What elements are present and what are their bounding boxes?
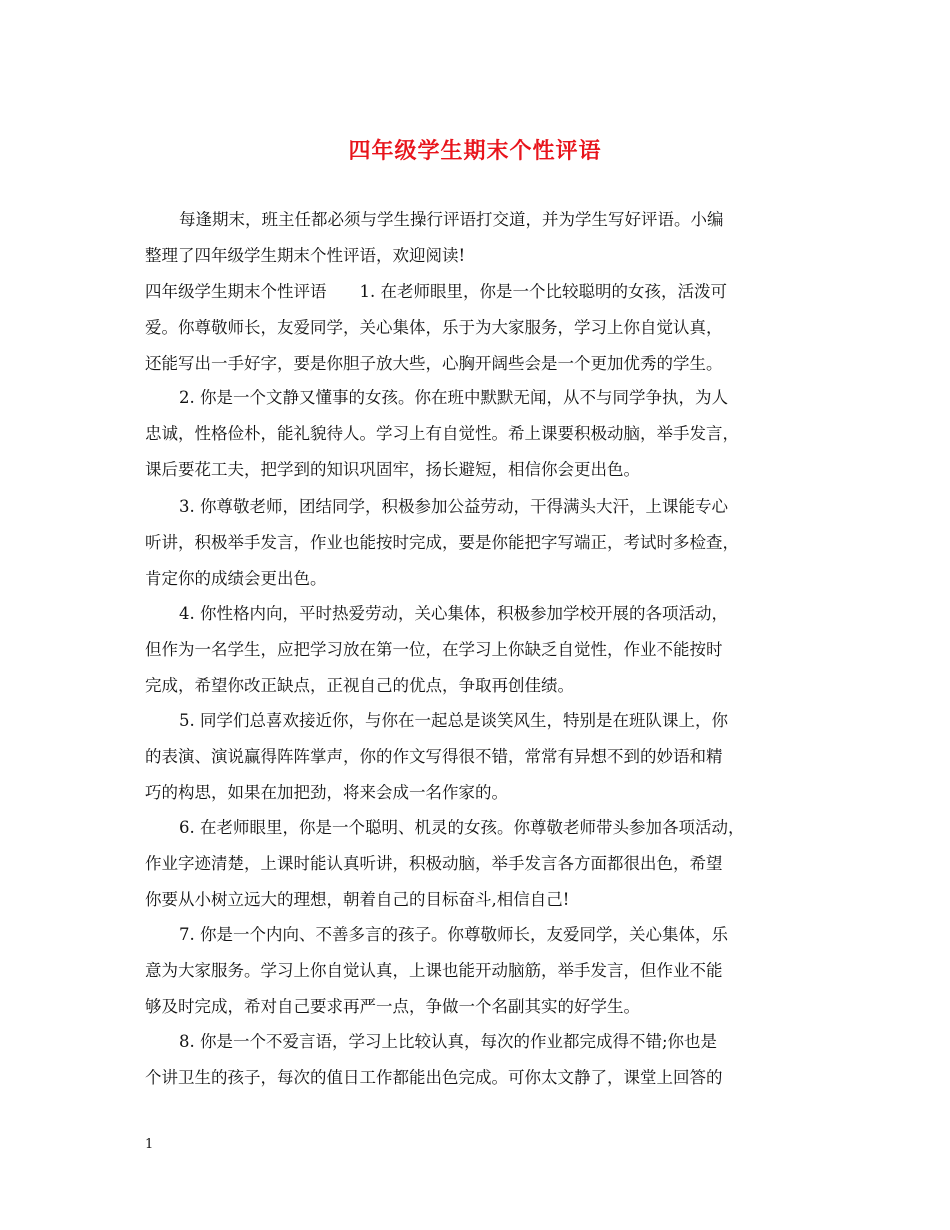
- body-line: 作业字迹清楚，上课时能认真听讲，积极动脑，举手发言各方面都很出色，希望: [145, 854, 723, 873]
- body-line: 4. 你性格内向，平时热爱劳动，关心集体，积极参加学校开展的各项活动，: [179, 604, 728, 623]
- body-line: 肯定你的成绩会更出色。: [145, 569, 327, 588]
- body-line: 3. 你尊敬老师，团结同学，积极参加公益劳动，干得满头大汗，上课能专心: [179, 497, 728, 516]
- body-line: 7. 你是一个内向、不善多言的孩子。你尊敬师长，友爱同学，关心集体，乐: [179, 925, 728, 944]
- body-line: 整理了四年级学生期末个性评语，欢迎阅读!: [145, 246, 466, 265]
- body-line: 但作为一名学生，应把学习放在第一位，在学习上你缺乏自觉性，作业不能按时: [145, 640, 723, 659]
- body-line: 听讲，积极举手发言，作业也能按时完成，要是你能把字写端正，考试时多检查，: [145, 533, 739, 552]
- body-line: 还能写出一手好字，要是你胆子放大些，心胸开阔些会是一个更加优秀的学生。: [145, 354, 723, 373]
- body-line: 忠诚，性格俭朴，能礼貌待人。学习上有自觉性。希上课要积极动脑，举手发言，: [145, 424, 739, 443]
- body-line: 个讲卫生的孩子，每次的值日工作都能出色完成。可你太文静了，课堂上回答的: [145, 1068, 723, 1087]
- body-line: 意为大家服务。学习上你自觉认真，上课也能开动脑筋，举手发言，但作业不能: [145, 961, 723, 980]
- body-line: 6. 在老师眼里，你是一个聪明、机灵的女孩。你尊敬老师带头参加各项活动，: [179, 818, 745, 837]
- body-line: 5. 同学们总喜欢接近你，与你在一起总是谈笑风生，特别是在班队课上，你: [179, 711, 728, 730]
- body-line: 课后要花工夫，把学到的知识巩固牢，扬长避短，相信你会更出色。: [145, 460, 640, 479]
- body-line: 爱。你尊敬师长，友爱同学，关心集体，乐于为大家服务，学习上你自觉认真，: [145, 318, 723, 337]
- body-line: 完成，希望你改正缺点，正视自己的优点，争取再创佳绩。: [145, 676, 574, 695]
- body-line: 够及时完成，希对自己要求再严一点，争做一个名副其实的好学生。: [145, 997, 640, 1016]
- body-line: 你要从小树立远大的理想，朝着自己的目标奋斗,相信自己!: [145, 890, 570, 909]
- body-line: 8. 你是一个不爱言语，学习上比较认真，每次的作业都完成得不错;你也是: [179, 1032, 718, 1051]
- body-line: 每逢期末，班主任都必须与学生操行评语打交道，并为学生写好评语。小编: [179, 210, 724, 229]
- document-title: 四年级学生期末个性评语: [348, 138, 602, 164]
- body-line: 2. 你是一个文静又懂事的女孩。你在班中默默无闻，从不与同学争执，为人: [179, 388, 728, 407]
- page-number: 1: [145, 1137, 154, 1152]
- body-line: 的表演、演说赢得阵阵掌声，你的作文写得很不错，常常有异想不到的妙语和精: [145, 747, 723, 766]
- body-line: 四年级学生期末个性评语 1. 在老师眼里，你是一个比较聪明的女孩，活泼可: [145, 282, 727, 301]
- body-line: 巧的构思，如果在加把劲，将来会成一名作家的。: [145, 783, 508, 802]
